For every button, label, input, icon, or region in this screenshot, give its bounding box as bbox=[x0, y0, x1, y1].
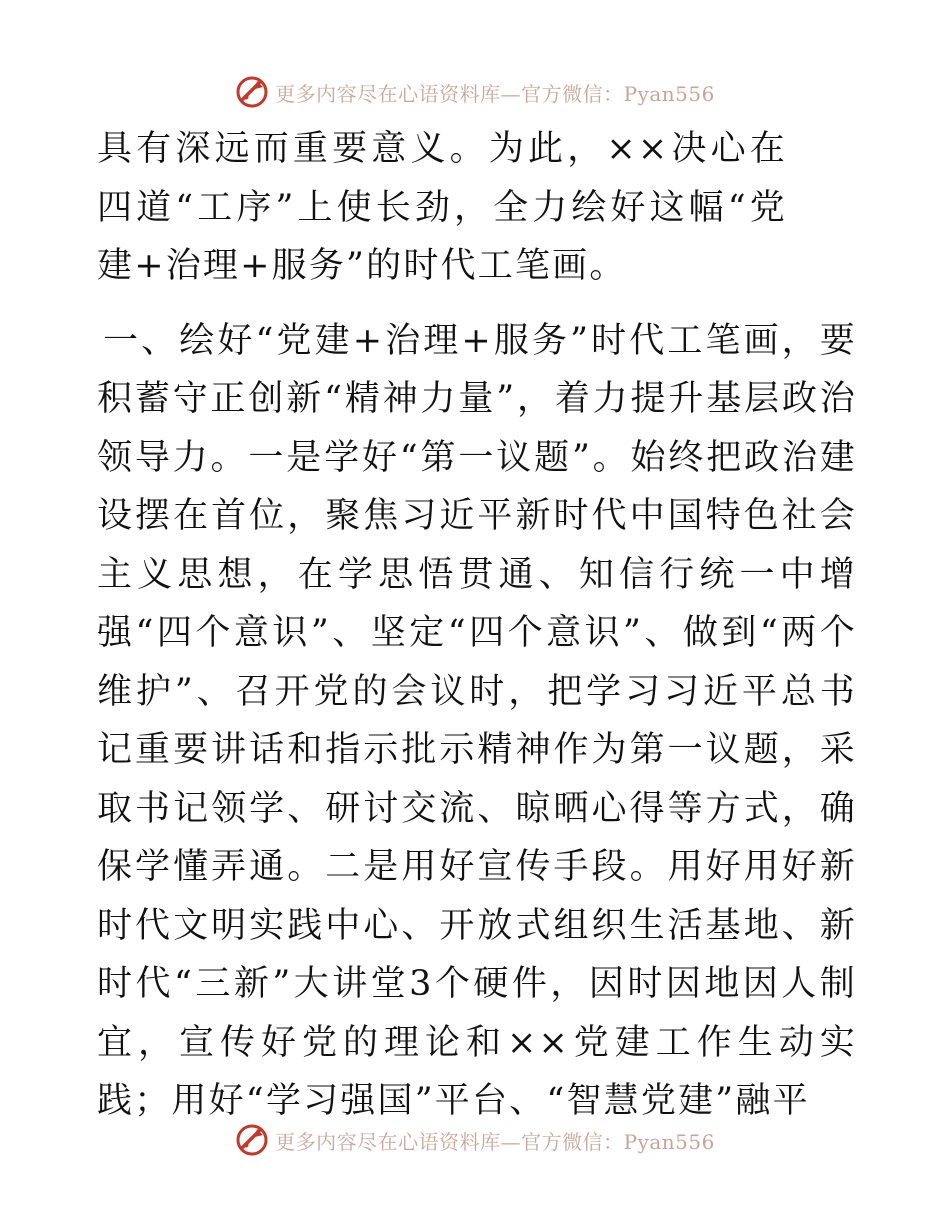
logo-icon bbox=[235, 75, 269, 109]
paragraph-2: 一、绘好“党建+治理+服务”时代工笔画，要积蓄守正创新“精神力量”，着力提升基层政治领导力。一是学好“第一议题”。始终把政治建设摆在首位，聚焦习近平新时代中国特色社会主义思想，在学思悟贯通、知信行统一中增强“四个意识”、坚定“四个意识”、做到“两个维护”、召开党的会议时，把学习习近平总书记重要讲话和指示批示精神作为第一议题，采取书记领学、研讨交流、晾晒心得等方式，确保学懂弄通。二是用好宣传手段。用好用好新时代文明实践中心、开放式组织生活基地、新时代“三新”大讲堂3个硬件，因时因地因人制宜，宣传好党的理论和××党建工作生动实践；用好“学习强国”平台、“智慧党建”融平 bbox=[97, 320, 857, 1121]
header-watermark bbox=[0, 72, 950, 112]
watermark-dash: — bbox=[500, 81, 522, 106]
watermark-contact-text: 官方微信：Pyan556 bbox=[521, 1129, 715, 1154]
watermark-contact-text: 官方微信：Pyan556 bbox=[521, 81, 715, 106]
footer-watermark bbox=[0, 1120, 950, 1160]
logo-icon bbox=[235, 1123, 269, 1157]
watermark-dash: — bbox=[500, 1129, 522, 1154]
watermark-main-text: 更多内容尽在心语资料库 bbox=[275, 81, 501, 106]
document-body bbox=[97, 120, 857, 1131]
watermark-main-text: 更多内容尽在心语资料库 bbox=[275, 1129, 501, 1154]
paragraph-1: 具有深远而重要意义。为此，××决心在四道“工序”上使长劲，全力绘好这幅“党建+治理+服务”的时代工笔画。 bbox=[97, 129, 787, 286]
